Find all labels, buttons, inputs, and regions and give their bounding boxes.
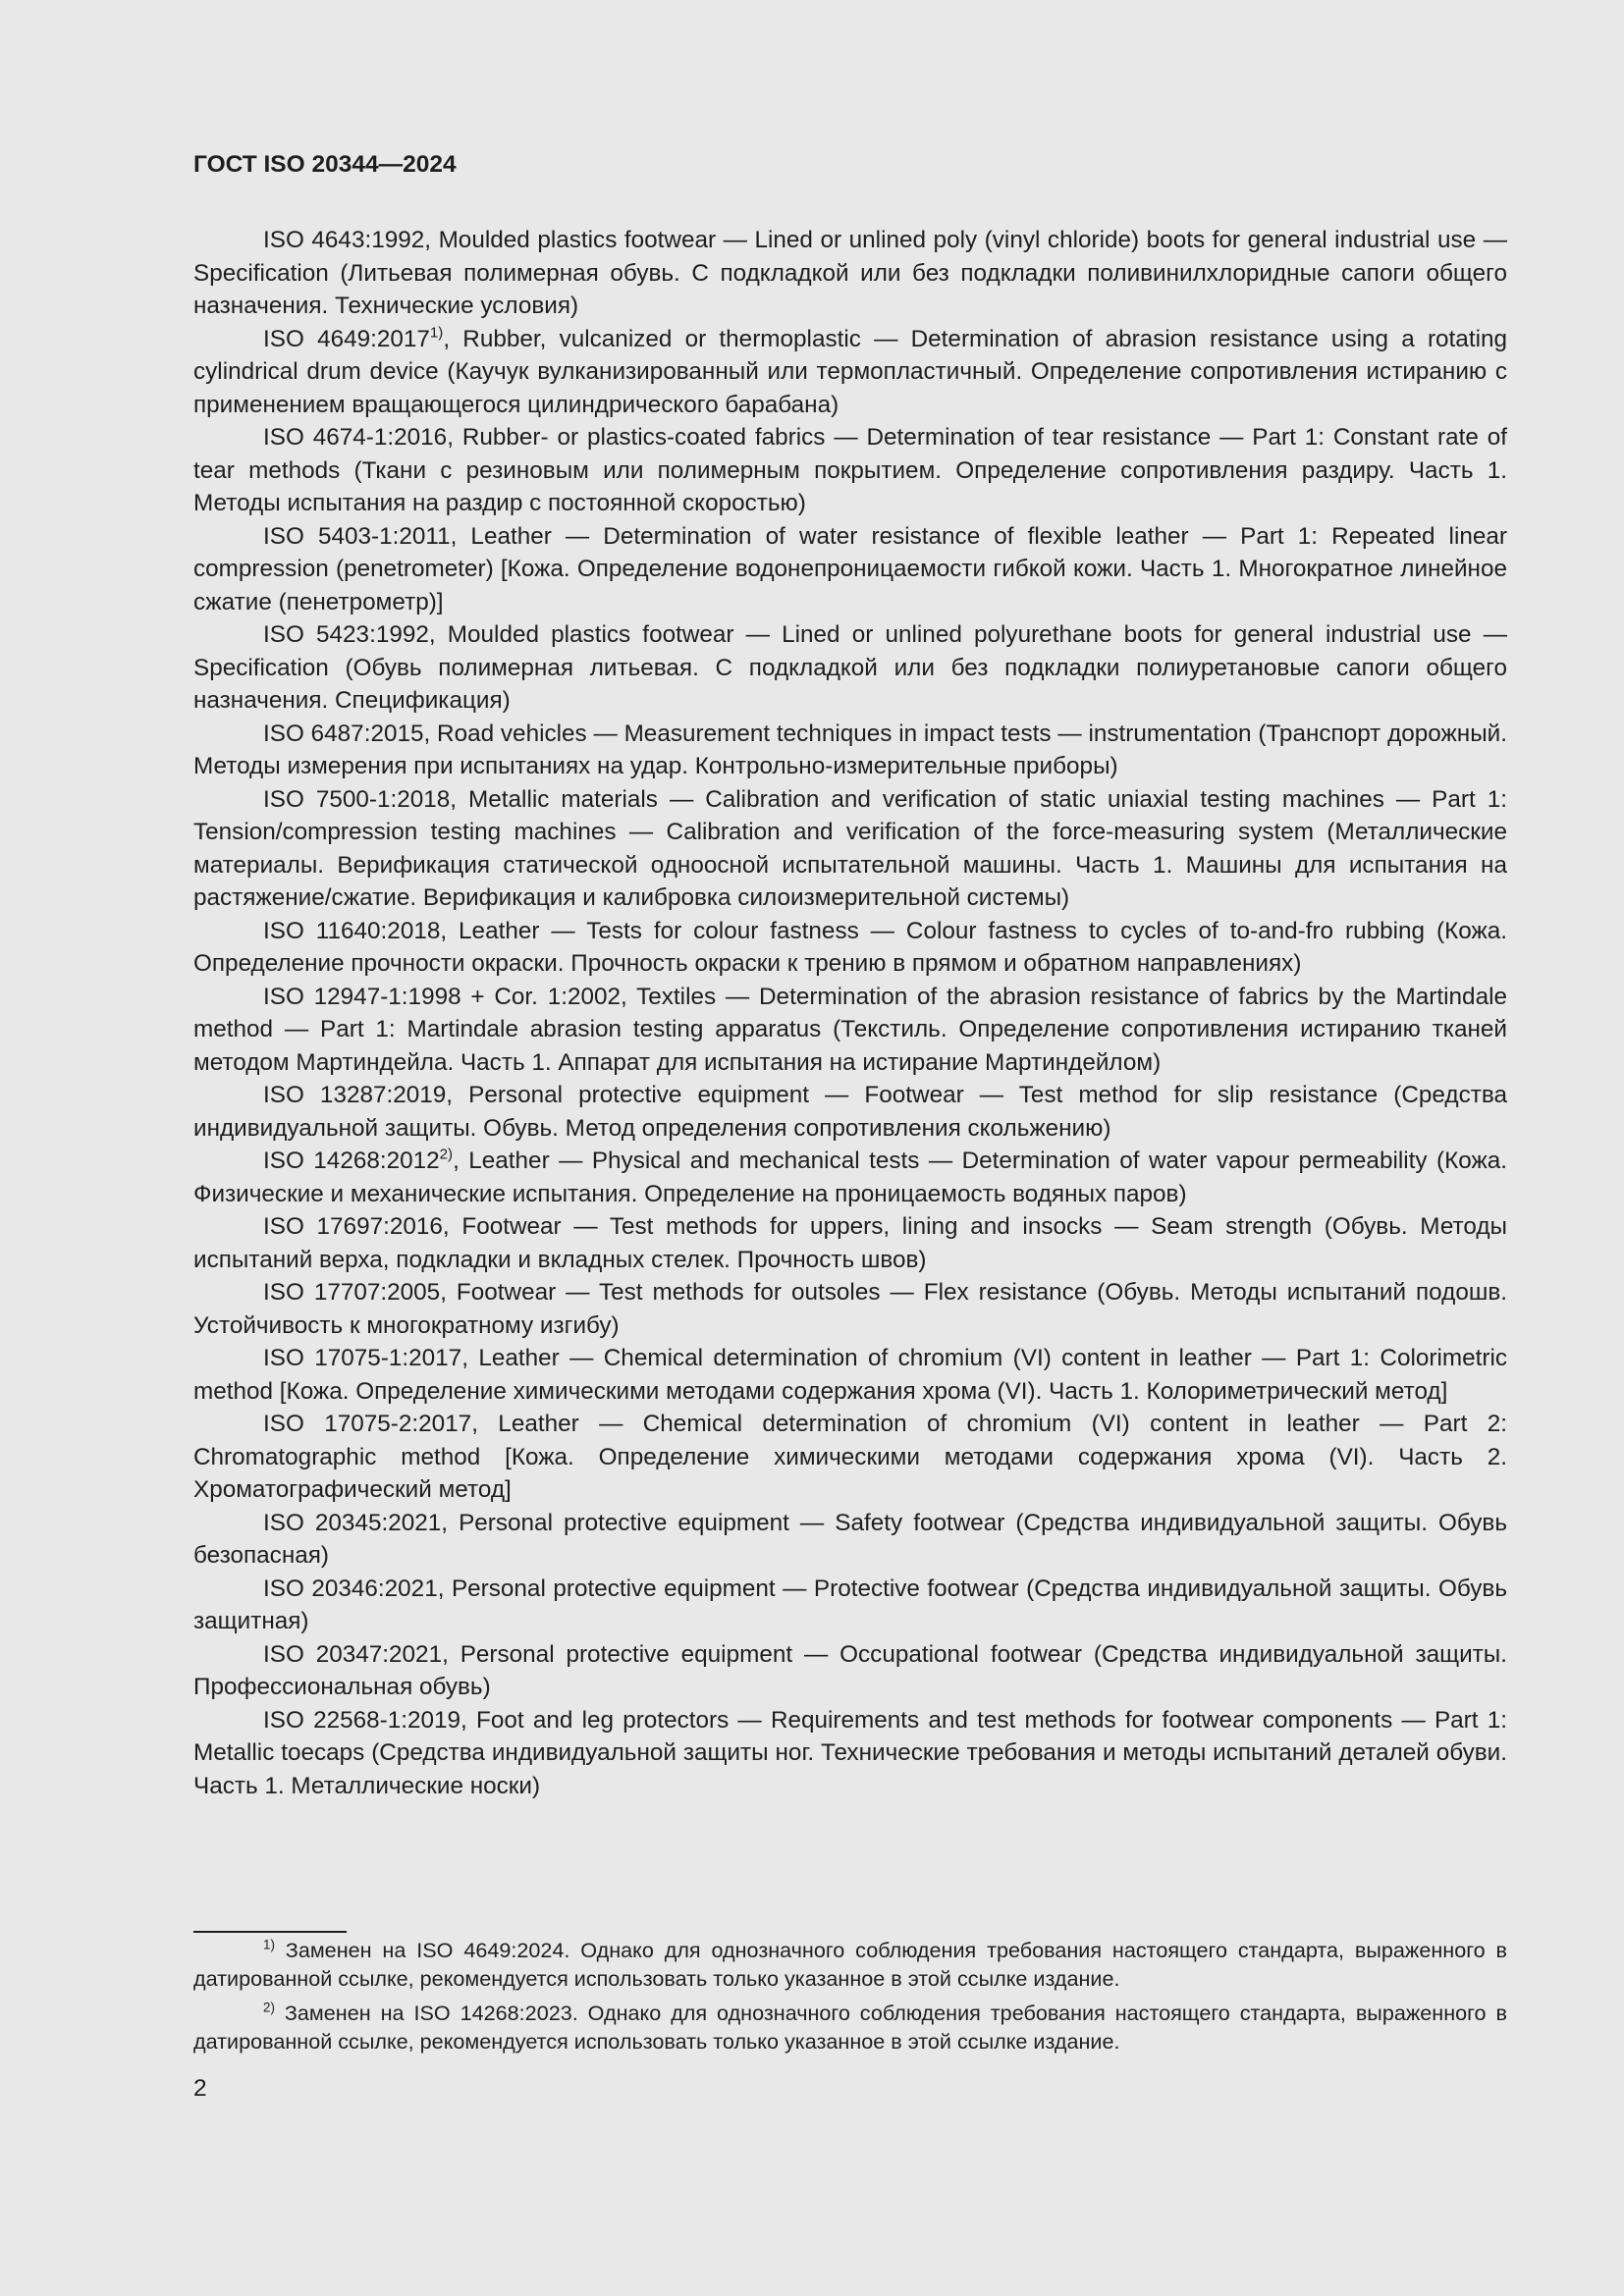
footnotes [193,1937,1507,2062]
reference-item: ISO 4674-1:2016, Rubber- or plastics-coated fabrics — Determination of tear resistance — Part 1: Constant rate of tear methods (Ткани с резиновым или полимерным покрытием. Определение сопротивления раздиру. Часть 1. Методы испытания на раздир с постоянной скоростью) [193,424,1507,516]
reference-item: ISO 5403-1:2011, Leather — Determination of water resistance of flexible leather — Part 1: Repeated linear compression (penetrometer) [Кожа. Определение водонепроницаемости гибкой кожи. Часть 1. Многократное линейное сжатие (пенетрометр)] [193,522,1507,615]
reference-item: ISO 4649:2017$^{1)}$, Rubber, vulcanized or thermoplastic — Determination of abrasion resistance using a rotating cylindrical drum device (Каучук вулканизированный или термопластичный. Определение сопротивления истиранию с применением вращающегося цилиндрического барабана) [193,324,1507,418]
reference-item: ISO 17697:2016, Footwear — Test methods for uppers, lining and insocks — Seam strength (Обувь. Методы испытаний верха, подкладки и вкладных стелек. Прочность швов) [193,1213,1507,1273]
reference-item: ISO 20347:2021, Personal protective equipment — Occupational footwear (Средства индивидуальной защиты. Профессиональная обувь) [193,1640,1507,1700]
reference-item: ISO 11640:2018, Leather — Tests for colour fastness — Colour fastness to cycles of to-and-fro rubbing (Кожа. Определение прочности окраски. Прочность окраски к трению в прямом и обратном направлениях) [193,917,1507,977]
footnote-marker: 1) [429,324,444,342]
footnote: $^{2)}$ Заменен на ISO 14268:2023. Однако для однозначного соблюдения требования настоящего стандарта, выраженного в датированной ссылке, рекомендуется использовать только указанное в этой ссылке издание. [193,2000,1507,2054]
reference-item: ISO 4643:1992, Moulded plastics footwear — Lined or unlined poly (vinyl chloride) boots for general industrial use — Specification (Литьевая полимерная обувь. С подкладкой или без подкладки поливинилхлоридные сапоги общего назначения. Технические условия) [193,227,1507,319]
reference-item: ISO 20345:2021, Personal protective equipment — Safety footwear (Средства индивидуальной защиты. Обувь безопасная) [193,1509,1507,1569]
reference-item: ISO 17707:2005, Footwear — Test methods for outsoles — Flex resistance (Обувь. Методы испытаний подошв. Устойчивость к многократному изгибу) [193,1279,1507,1339]
reference-item: ISO 14268:2012$^{2)}$, Leather — Physical and mechanical tests — Determination of water vapour permeability (Кожа. Физические и механические испытания. Определение на проницаемость водяных паров) [193,1146,1507,1207]
reference-item: ISO 12947-1:1998 + Cor. 1:2002, Textiles — Determination of the abrasion resistance of fabrics by the Martindale method — Part 1: Martindale abrasion testing apparatus (Текстиль. Определение сопротивления истиранию тканей методом Мартиндейла. Часть 1. Аппарат для испытания на истирание Мартиндейлом) [193,983,1507,1076]
footnote-number: 1) [263,1937,275,1952]
document-header: ГОСТ ISO 20344—2024 [193,151,457,178]
footnote-marker: 2) [439,1146,454,1163]
footnote-number: 2) [263,2000,275,2015]
reference-item: ISO 7500-1:2018, Metallic materials — Calibration and verification of static uniaxial testing machines — Part 1: Tension/compression testing machines — Calibration and verification of the force-measuring system (Металлические материалы. Верификация статической одноосной испытательной машины. Часть 1. Машины для испытания на растяжение/сжатие. Верификация и калибровка силоизмерительной системы) [193,785,1507,911]
reference-item: ISO 20346:2021, Personal protective equipment — Protective footwear (Средства индивидуальной защиты. Обувь защитная) [193,1575,1507,1634]
page-number: 2 [193,2075,207,2102]
footnote: $^{1)}$ Заменен на ISO 4649:2024. Однако для однозначного соблюдения требования настоящего стандарта, выраженного в датированной ссылке, рекомендуется использовать только указанное в этой ссылке издание. [193,1937,1507,1991]
footnote-separator [193,1931,347,1933]
normative-references-list [193,224,1507,1802]
reference-item: ISO 17075-1:2017, Leather — Chemical determination of chromium (VI) content in leather — Part 1: Colorimetric method [Кожа. Определение химическими методами содержания хрома (VI). Часть 1. Колориметрический метод] [193,1345,1507,1405]
reference-item: ISO 17075-2:2017, Leather — Chemical determination of chromium (VI) content in leather — Part 2: Chromatographic method [Кожа. Определение химическими методами содержания хрома (VI). Часть 2. Хроматографический метод] [193,1411,1507,1503]
reference-item: ISO 5423:1992, Moulded plastics footwear — Lined or unlined polyurethane boots for general industrial use — Specification (Обувь полимерная литьевая. С подкладкой или без подкладки полиуретановые сапоги общего назначения. Спецификация) [193,621,1507,714]
reference-item: ISO 22568-1:2019, Foot and leg protectors — Requirements and test methods for footwear components — Part 1: Metallic toecaps (Средства индивидуальной защиты ног. Технические требования и методы испытаний деталей обуви. Часть 1. Металлические носки) [193,1706,1507,1799]
reference-item: ISO 6487:2015, Road vehicles — Measurement techniques in impact tests — instrumentation (Транспорт дорожный. Методы измерения при испытаниях на удар. Контрольно-измерительные приборы) [193,720,1507,779]
reference-item: ISO 13287:2019, Personal protective equipment — Footwear — Test method for slip resistance (Средства индивидуальной защиты. Обувь. Метод определения сопротивления скольжению) [193,1082,1507,1142]
